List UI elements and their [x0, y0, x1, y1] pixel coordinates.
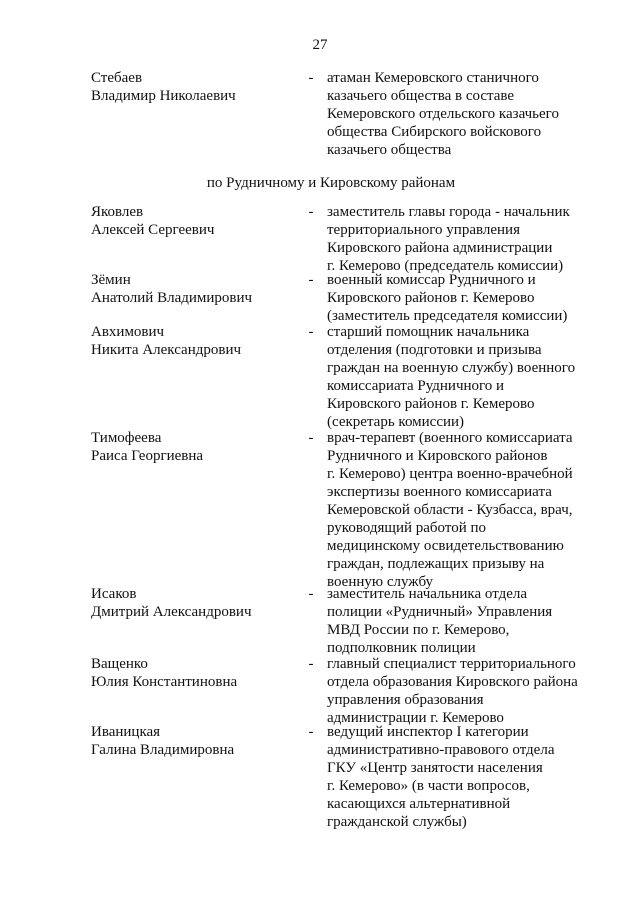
member-role-line: заместитель начальника отдела — [327, 586, 527, 602]
member-name-line: Юлия Константиновна — [91, 674, 238, 690]
member-role-line: казачьего общества в составе — [327, 88, 515, 104]
separator-dash: - — [308, 656, 314, 672]
member-role-line: атаман Кемеровского станичного — [327, 70, 539, 86]
member-name — [91, 723, 301, 759]
member-name-line: Зёмин — [91, 272, 131, 288]
member-role — [327, 723, 597, 831]
member-role-line: ведущий инспектор I категории — [327, 724, 529, 740]
section-heading: по Рудничному и Кировскому районам — [206, 175, 456, 191]
member-role-line: военный комиссар Рудничного и — [327, 272, 536, 288]
member-role-line: комиссариата Рудничного и — [327, 378, 505, 394]
page-number: 27 — [312, 37, 328, 53]
member-name-line: Исаков — [91, 586, 137, 602]
member-role-line: казачьего общества — [327, 142, 452, 158]
member-role-line: г. Кемерово (председатель комиссии) — [327, 258, 564, 274]
member-role-line: медицинскому освидетельствованию — [327, 538, 564, 554]
member-name — [91, 585, 301, 621]
member-role-line: управления образования — [327, 692, 484, 708]
member-name-line: Алексей Сергеевич — [91, 222, 215, 238]
member-role-line: военную службу — [327, 574, 434, 590]
member-role-line: Кировского районов г. Кемерово — [327, 290, 535, 306]
member-role-line: г. Кемерово» (в части вопросов, — [327, 778, 530, 794]
member-name-line: Никита Александрович — [91, 342, 242, 358]
member-role-line: г. Кемерово) центра военно-врачебной — [327, 466, 573, 482]
member-name-line: Иваницкая — [91, 724, 161, 740]
member-role — [327, 585, 597, 657]
member-role-line: полиции «Рудничный» Управления — [327, 604, 553, 620]
member-name — [91, 203, 301, 239]
member-role-line: гражданской службы) — [327, 814, 467, 830]
member-role-line: Кемеровского отдельского казачьего — [327, 106, 559, 122]
member-name-line: Ващенко — [91, 656, 148, 672]
member-role-line: административно-правового отдела — [327, 742, 555, 758]
member-name-line: Тимофеева — [91, 430, 162, 446]
member-role-line: администрации г. Кемерово — [327, 710, 504, 726]
member-role-line: главный специалист территориального — [327, 656, 576, 672]
member-role-line: отдела образования Кировского района — [327, 674, 578, 690]
member-role-line: руководящий работой по — [327, 520, 487, 536]
member-name-line: Яковлев — [91, 204, 144, 220]
separator-dash: - — [308, 272, 314, 288]
separator-dash: - — [308, 324, 314, 340]
member-role-line: граждан на военную службу) военного — [327, 360, 576, 376]
member-role — [327, 429, 597, 591]
member-role-line: ГКУ «Центр занятости населения — [327, 760, 543, 776]
member-name — [91, 69, 301, 105]
member-role-line: (секретарь комиссии) — [327, 414, 465, 430]
member-role-line: подполковник полиции — [327, 640, 476, 656]
member-role-line: МВД России по г. Кемерово, — [327, 622, 510, 638]
member-role-line: Кировского районов г. Кемерово — [327, 396, 535, 412]
member-name — [91, 271, 301, 307]
separator-dash: - — [308, 70, 314, 86]
member-role-line: касающихся альтернативной — [327, 796, 511, 812]
member-name-line: Стебаев — [91, 70, 143, 86]
member-role-line: заместитель главы города - начальник — [327, 204, 570, 220]
member-name-line: Владимир Николаевич — [91, 88, 236, 104]
member-role-line: граждан, подлежащих призыву на — [327, 556, 545, 572]
member-role-line: старший помощник начальника — [327, 324, 530, 340]
member-role-line: врач-терапевт (военного комиссариата — [327, 430, 573, 446]
member-name — [91, 323, 301, 359]
member-role — [327, 271, 597, 325]
member-role-line: Рудничного и Кировского районов — [327, 448, 548, 464]
member-role-line: Кемеровской области - Кузбасса, врач, — [327, 502, 573, 518]
member-role-line: (заместитель председателя комиссии) — [327, 308, 568, 324]
member-name — [91, 655, 301, 691]
member-role — [327, 203, 597, 275]
member-name-line: Авхимович — [91, 324, 165, 340]
member-role-line: территориального управления — [327, 222, 520, 238]
member-name-line: Раиса Георгиевна — [91, 448, 204, 464]
member-name — [91, 429, 301, 465]
member-role — [327, 655, 597, 727]
member-role — [327, 69, 597, 159]
member-role-line: экспертизы военного комиссариата — [327, 484, 552, 500]
separator-dash: - — [308, 724, 314, 740]
member-name-line: Дмитрий Александрович — [91, 604, 252, 620]
separator-dash: - — [308, 586, 314, 602]
separator-dash: - — [308, 430, 314, 446]
member-role-line: Кировского района администрации — [327, 240, 553, 256]
member-name-line: Анатолий Владимирович — [91, 290, 253, 306]
member-role-line: общества Сибирского войскового — [327, 124, 542, 140]
member-role — [327, 323, 597, 431]
separator-dash: - — [308, 204, 314, 220]
member-role-line: отделения (подготовки и призыва — [327, 342, 542, 358]
member-name-line: Галина Владимировна — [91, 742, 235, 758]
